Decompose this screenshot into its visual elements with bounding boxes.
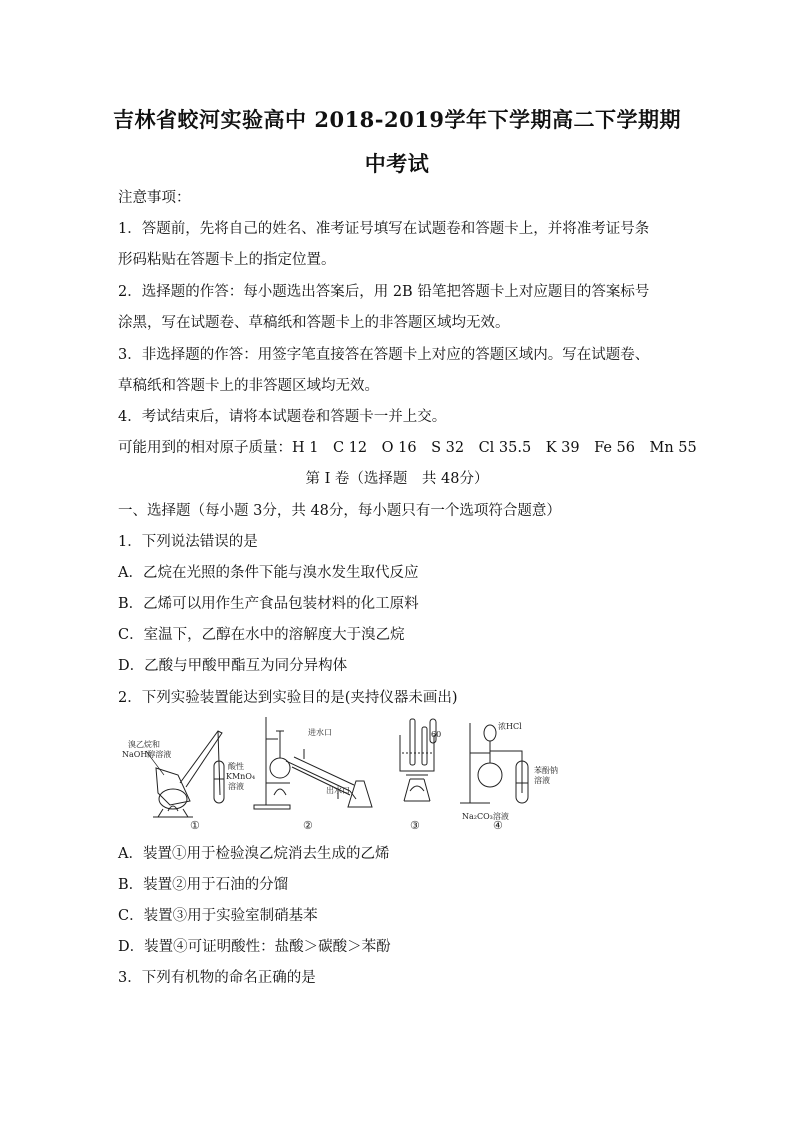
question-3-stem: 3．下列有机物的命名正确的是	[118, 970, 316, 986]
question-2-option-d: D．装置④可证明酸性：盐酸＞碳酸＞苯酚	[118, 939, 391, 955]
label-water-out: 出水口	[326, 786, 350, 795]
question-1-option-d: D．乙酸与甲酸甲酯互为同分异构体	[118, 658, 348, 674]
label-phenolate-2: 溶液	[534, 776, 550, 785]
question-2-stem: 2．下列实验装置能达到实验目的是(夹持仪器未画出)	[118, 690, 458, 706]
apparatus-2-number: ②	[303, 819, 313, 832]
label-phenolate: 苯酚钠	[534, 766, 558, 775]
question-1-stem: 1．下列说法错误的是	[118, 534, 258, 550]
label-acidic: 酸性	[228, 762, 244, 771]
section-title: 第 I 卷（选择题 共 48分）	[305, 471, 489, 487]
apparatus-1-number: ①	[190, 819, 200, 832]
label-kmno4: KMnO₄	[226, 772, 256, 781]
question-1-option-a: A．乙烷在光照的条件下能与溴水发生取代反应	[118, 565, 419, 581]
label-thermometer: 60	[431, 730, 442, 739]
apparatus-figure	[118, 713, 578, 835]
question-1-option-b: B．乙烯可以用作生产食品包装材料的化工原料	[118, 596, 419, 612]
part-instruction: 一、选择题（每小题 3分，共 48分，每小题只有一个选项符合题意）	[118, 503, 561, 519]
apparatus-4	[460, 723, 528, 803]
notice-line: 2．选择题的作答：每小题选出答案后，用 2B 铅笔把答题卡上对应题目的答案标号	[118, 284, 650, 300]
notice-header: 注意事项：	[118, 190, 191, 206]
apparatus-diagram	[118, 713, 578, 835]
question-2-option-b: B．装置②用于石油的分馏	[118, 877, 289, 893]
label-solution: 溶液	[228, 782, 244, 791]
notice-line: 形码粘贴在答题卡上的指定位置。	[118, 252, 336, 268]
notice-line: 4．考试结束后，请将本试题卷和答题卡一并上交。	[118, 409, 447, 425]
notice-line: 草稿纸和答题卡上的非答题区域均无效。	[118, 378, 379, 394]
label-hcl: 浓HCl	[498, 722, 522, 731]
question-1-option-c: C．室温下，乙醇在水中的溶解度大于溴乙烷	[118, 627, 405, 643]
apparatus-4-number: ④	[493, 819, 503, 832]
page-title-line-2: 中考试	[364, 151, 430, 176]
label-naoh: NaOH醇溶液	[122, 750, 172, 759]
label-water-in: 进水口	[308, 728, 332, 737]
label-bromoethane: 溴乙烷和	[128, 740, 160, 749]
label-na2co3: Na₂CO₃溶液	[462, 812, 509, 821]
question-2-option-c: C．装置③用于实验室制硝基苯	[118, 908, 318, 924]
notice-line: 3．非选择题的作答：用签字笔直接答在答题卡上对应的答题区域内。写在试题卷、	[118, 347, 650, 363]
question-2-option-a: A．装置①用于检验溴乙烷消去生成的乙烯	[118, 846, 390, 862]
notice-line: 涂黑，写在试题卷、草稿纸和答题卡上的非答题区域均无效。	[118, 315, 510, 331]
page-title-line-1: 吉林省蛟河实验高中 2018-2019学年下学期高二下学期期	[113, 107, 681, 132]
atomic-masses: 可能用到的相对原子质量：H 1 C 12 O 16 S 32 Cl 35.5 K 39 Fe 56 Mn 55	[118, 440, 697, 456]
apparatus-3-number: ③	[410, 819, 420, 832]
notice-line: 1．答题前，先将自己的姓名、准考证号填写在试题卷和答题卡上，并将准考证号条	[118, 221, 650, 237]
